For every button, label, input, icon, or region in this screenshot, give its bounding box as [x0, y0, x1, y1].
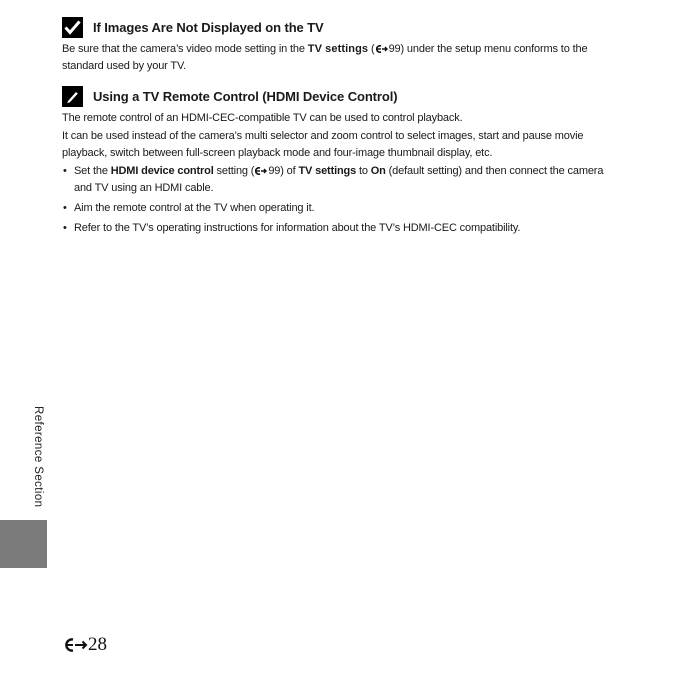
reference-e-icon [255, 167, 267, 175]
text-run: Set the [74, 165, 111, 177]
list-item: • Refer to the TV’s operating instructions for information about the TV’s HDMI-CEC compatibility. [62, 220, 622, 237]
list-item: • Aim the remote control at the TV when operating it. [62, 200, 622, 217]
reference-e-icon [376, 45, 388, 53]
menu-value: On [370, 165, 386, 177]
note-tv-remote [62, 85, 622, 240]
menu-name: HDMI device control [110, 165, 214, 177]
text-run: (default setting) and then connect the camera and TV using an HDMI cable. [74, 165, 604, 194]
text-run: ( [368, 43, 375, 55]
text-run: 99) of [268, 165, 299, 177]
note-heading [62, 85, 622, 107]
pencil-icon [62, 86, 83, 107]
note-title: If Images Are Not Displayed on the TV [93, 19, 324, 35]
section-tab-marker [0, 520, 47, 568]
text-run: 99) under the setup menu conforms to the standard used by your TV. [62, 43, 588, 72]
note-para-1: The remote control of an HDMI-CEC-compatible TV can be used to control playback. [62, 112, 463, 124]
menu-name: TV settings [307, 43, 369, 55]
text-run: to [356, 165, 371, 177]
list-item [62, 163, 622, 197]
side-tab-label: Reference Section [32, 406, 44, 508]
page-number [64, 634, 107, 656]
text-run: setting ( [213, 165, 255, 177]
reference-e-icon [64, 638, 88, 652]
note-heading [62, 16, 622, 38]
note-check-display [62, 16, 622, 75]
note-para-2: It can be used instead of the camera’s multi selector and zoom control to select images, start and pause movie playback, switch between full-screen playback mode and four-image thumbnail display, etc. [62, 130, 584, 159]
text-run: Be sure that the camera’s video mode setting in the [62, 43, 308, 55]
page-number-text: 28 [88, 634, 107, 655]
note-title: Using a TV Remote Control (HDMI Device Control) [93, 88, 398, 104]
note-body [62, 41, 622, 75]
check-mark-icon [62, 17, 83, 38]
bullet-list [62, 163, 622, 237]
menu-name: TV settings [298, 165, 357, 177]
